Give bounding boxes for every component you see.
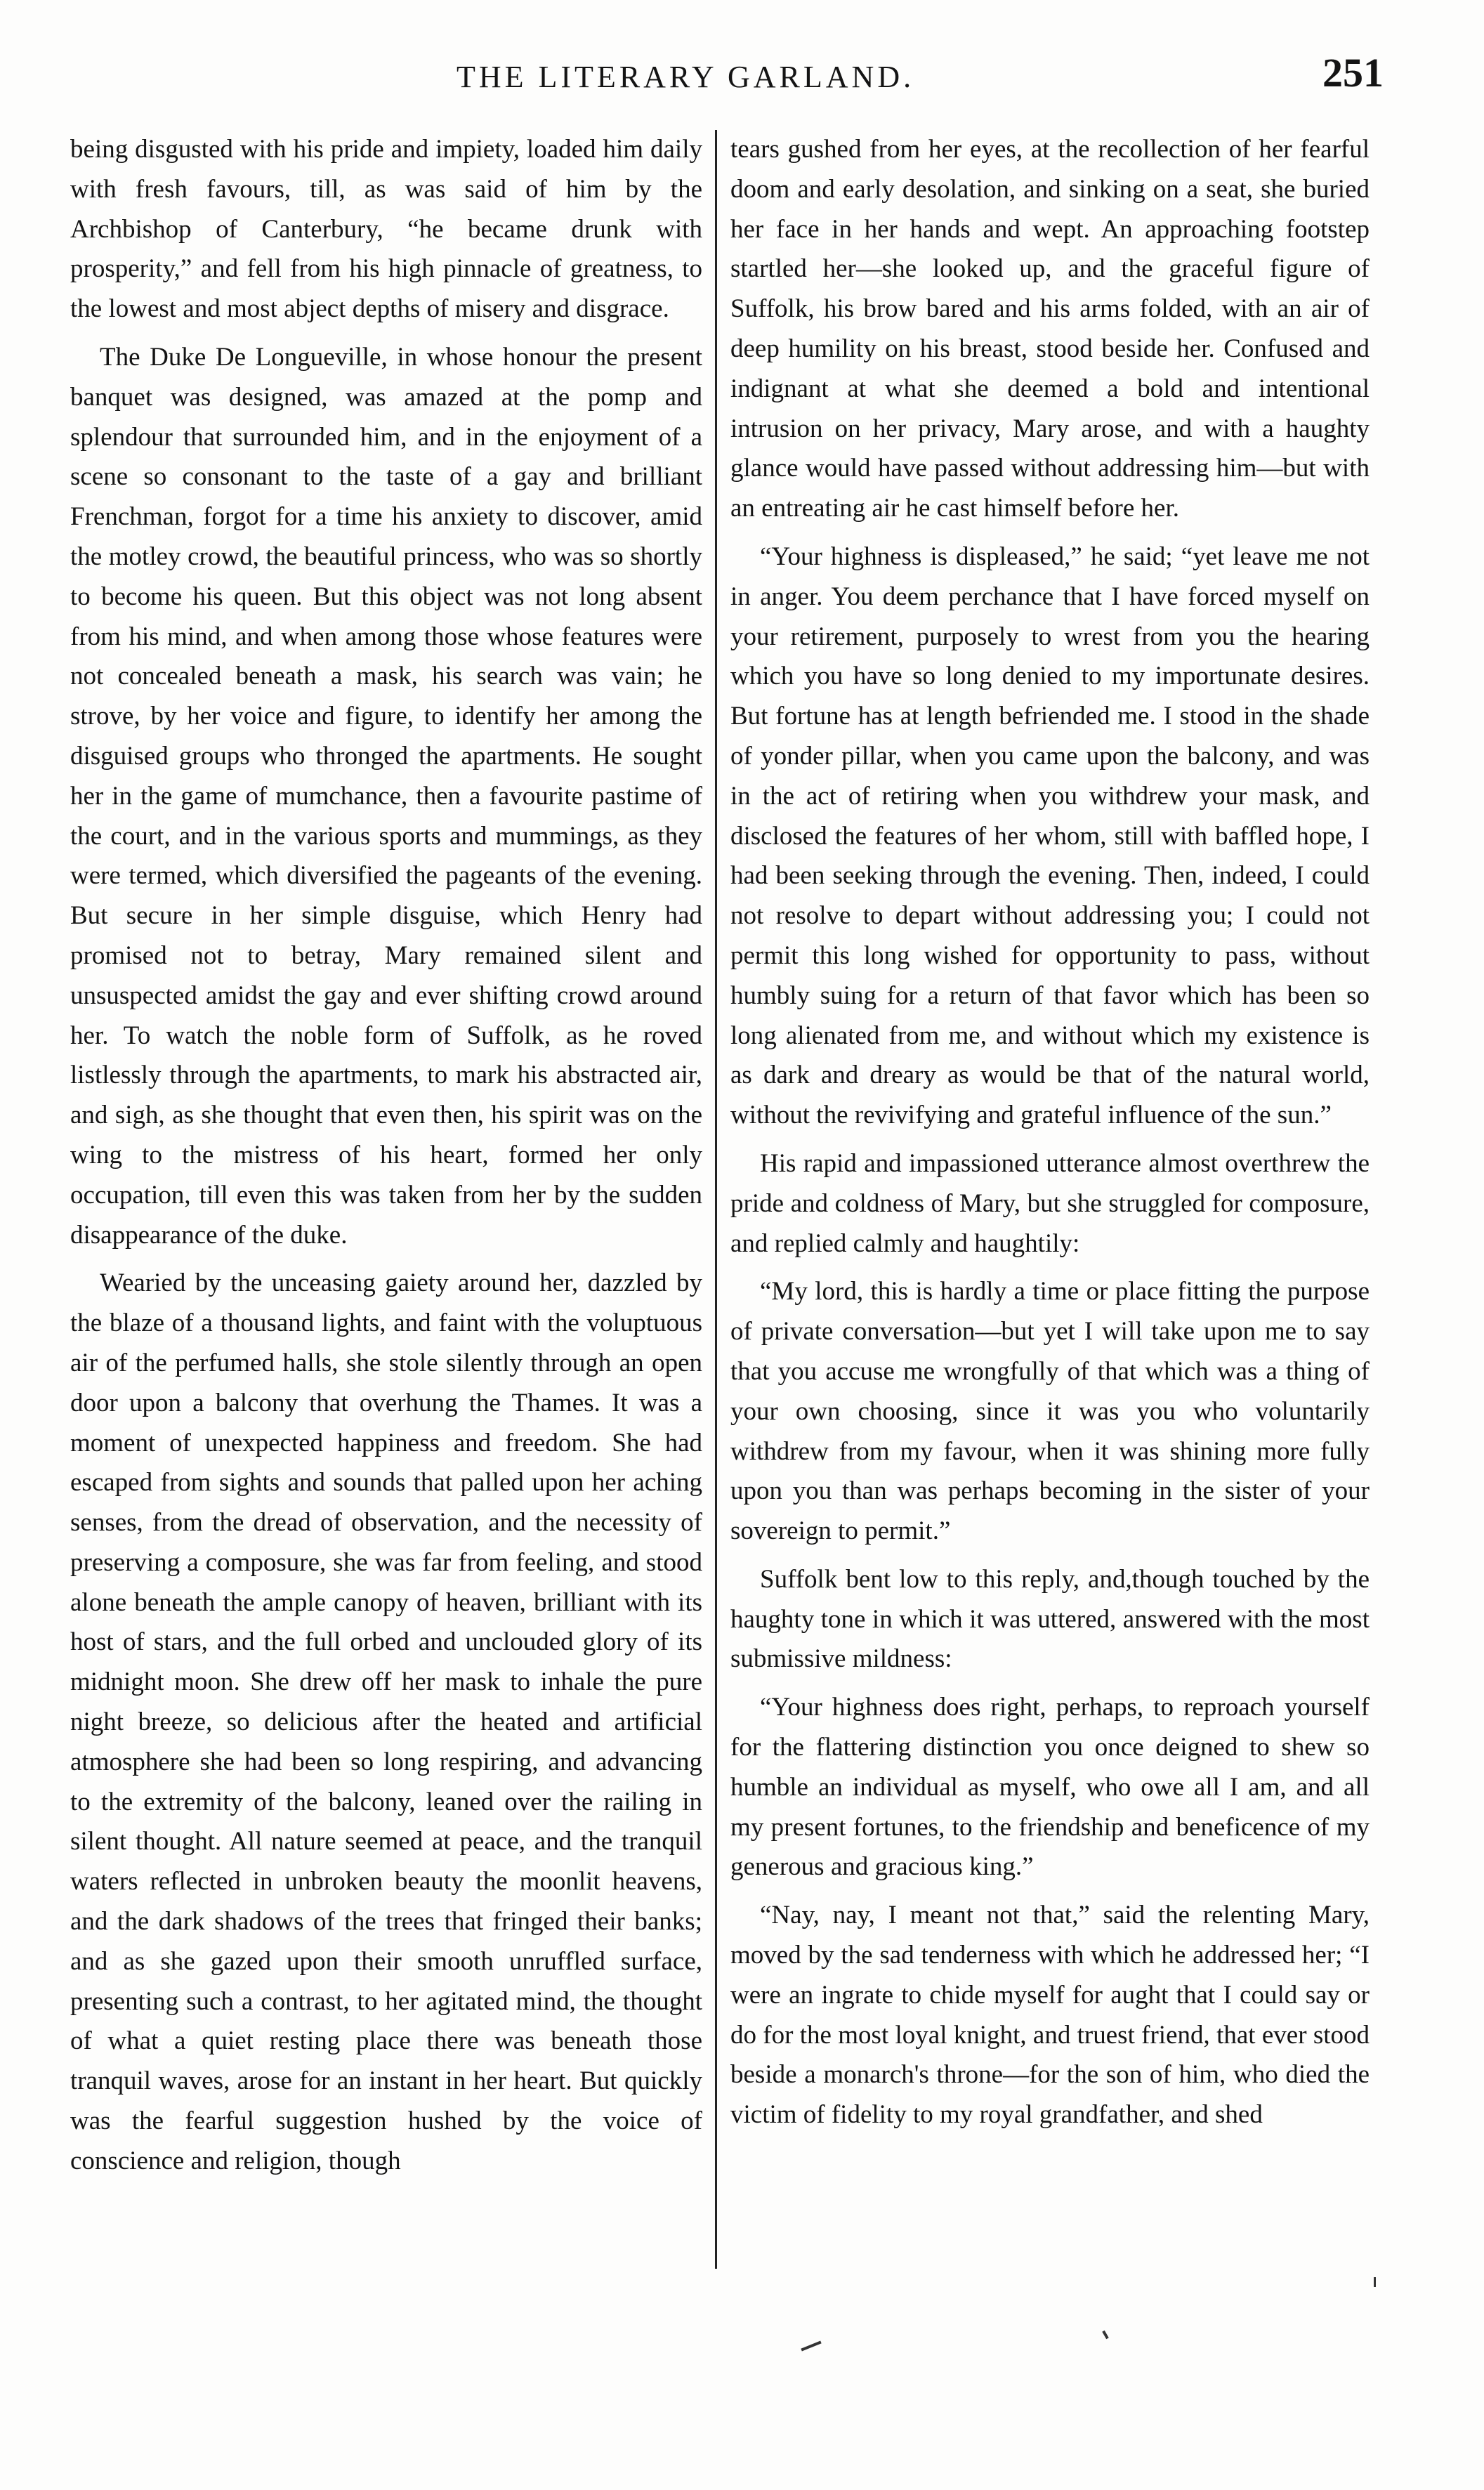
page-number: 251	[1322, 50, 1384, 96]
paragraph: His rapid and impassioned utterance almost overthrew the pride and coldness of Mary, but she struggled for composure, and replied calmly and haughtily:	[730, 1148, 1370, 1258]
stray-mark	[801, 2341, 821, 2352]
paragraph: The Duke De Longueville, in whose honour the present banquet was designed, was amazed at the pomp and splendour that surrounded him, and in the enjoyment of a scene so consonant to the taste of a gay and brilliant Frenchman, forgot for a time his anxiety to discover, amid the motley crowd, the beautiful princess, who was so shortly to become his queen. But this object was not long absent from his mind, and when among those whose features were not concealed beneath a mask, his search was vain; he strove, by her voice and figure, to identify her among the disguised groups who thronged the apartments. He sought her in the game of mumchance, then a favourite pastime of the court, and in the various sports and mummings, as they were termed, which diversified the pageants of the evening. But secure in her simple disguise, which Henry had promised not to betray, Mary remained silent and unsuspected amidst the gay and ever shifting crowd around her. To watch the noble form of Suffolk, as he roved listlessly through the apartments, to mark his abstracted air, and sigh, as she thought that even then, his spirit was on the wing to the mistress of his heart, formed her only occupation, till even this was taken from her by the sudden disappearance of the duke.	[70, 342, 702, 1250]
stray-mark	[1374, 2277, 1376, 2287]
paragraph: “Your highness is displeased,” he said; “yet leave me not in anger. You deem perchance that I have forced myself on your retirement, purposely to wrest from you the hearing which you have so long denied to my importunate desires. But fortune has at length befriended me. I stood in the shade of yonder pillar, when you came upon the balcony, and was in the act of retiring when you withdrew your mask, and disclosed the features of her whom, still with baffled hope, I had been seeking through the evening. Then, indeed, I could not resolve to depart without addressing you; I could not permit this long wished for opportunity to pass, without humbly suing for a return of that favor which has been so long alienated from me, and without which my existence is as dark and dreary as would be that of the natural world, without the revivifying and grateful influence of the sun.”	[730, 542, 1370, 1130]
paragraph: being disgusted with his pride and impiety, loaded him daily with fresh favours, till, as was said of him by the Archbishop of Canterbury, “he became drunk with prosperity,” and fell from his high pinnacle of greatness, to the lowest and most abject depths of misery and disgrace.	[70, 135, 702, 324]
paragraph: “Nay, nay, I meant not that,” said the relenting Mary, moved by the sad tenderness with which he addressed her; “I were an ingrate to chide myself for aught that I could say or do for the most loyal knight, and truest friend, that ever stood beside a monarch's throne—for the son of him, who died the victim of fidelity to my royal grandfather, and shed	[730, 1901, 1370, 2130]
paragraph: Suffolk bent low to this reply, and,though touched by the haughty tone in which it was uttered, answered with the most submissive mildness:	[730, 1564, 1370, 1674]
page-header	[63, 49, 1384, 105]
left-column	[70, 130, 702, 2293]
paragraph: “My lord, this is hardly a time or place fitting the purpose of private conversation—but yet I will take upon me to say that you accuse me wrongfully of that which was a thing of your own choosing, since it was you who voluntarily withdrew from my favour, when it was shining more fully upon you than was perhaps becoming in the sister of your sovereign to permit.”	[730, 1277, 1370, 1546]
paragraph: Wearied by the unceasing gaiety around her, dazzled by the blaze of a thousand lights, and faint with the voluptuous air of the perfumed halls, she stole silently through an open door upon a balcony that overhung the Thames. It was a moment of unexpected happiness and freedom. She had escaped from sights and sounds that palled upon her aching senses, from the dread of observation, and the necessity of preserving a composure, she was far from feeling, and stood alone beneath the ample canopy of heaven, brilliant with its host of stars, and the full orbed and unclouded glory of its midnight moon. She drew off her mask to inhale the pure night breeze, so delicious after the heated and artificial atmosphere she had been so long respiring, and advancing to the extremity of the balcony, leaned over the railing in silent thought. All nature seemed at peace, and the tranquil waters reflected in unbroken beauty the moonlit heavens, and the dark shadows of the trees that fringed their banks; and as she gazed upon their smooth unruffled surface, presenting such a contrast, to her agitated mind, the thought of what a quiet resting place there was beneath those tranquil waves, arose for an instant in her heart. But quickly was the fearful suggestion hushed by the voice of conscience and religion, though	[70, 1269, 702, 2175]
right-column	[730, 130, 1370, 2293]
column-divider	[715, 130, 717, 2269]
paragraph: tears gushed from her eyes, at the recollection of her fearful doom and early desolation, and sinking on a seat, she buried her face in her hands and wept. An approaching footstep startled her—she looked up, and the graceful figure of Suffolk, his brow bared and his arms folded, with an air of deep humility on his breast, stood beside her. Confused and indignant at what she deemed a bold and intentional intrusion on her privacy, Mary arose, and with a haughty glance would have passed without addressing him—but with an entreating air he cast himself before her.	[730, 135, 1370, 523]
stray-mark	[1102, 2331, 1108, 2339]
paragraph: “Your highness does right, perhaps, to reproach yourself for the flattering distinction you once deigned to shew so humble an individual as myself, who owe all I am, and all my present fortunes, to the friendship and beneficence of my generous and gracious king.”	[730, 1693, 1370, 1882]
running-title: THE LITERARY GARLAND.	[457, 60, 915, 94]
